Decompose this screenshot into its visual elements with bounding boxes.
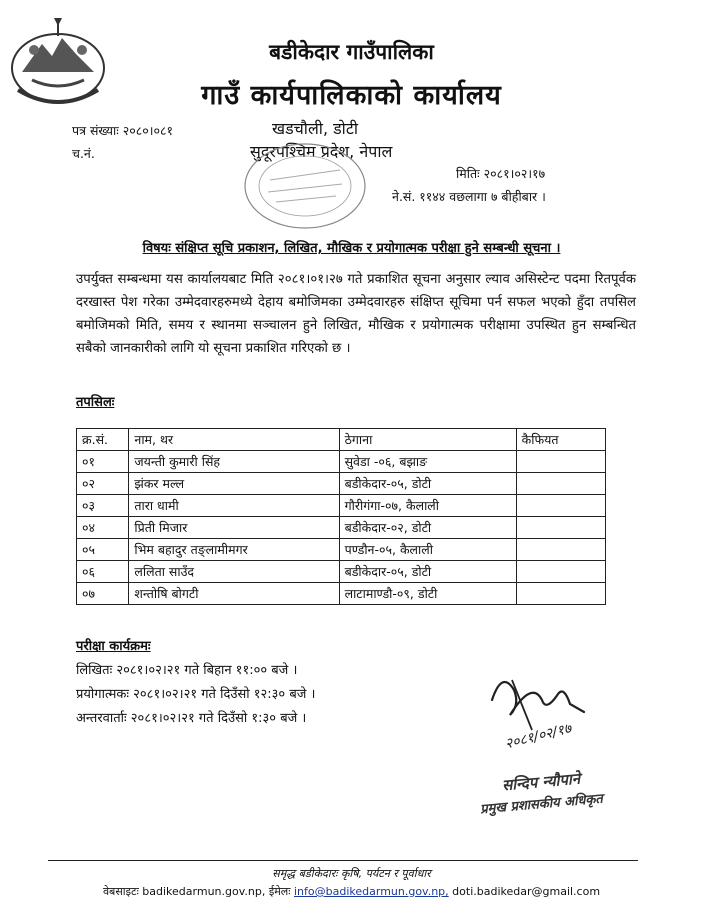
cell-name: झंकर मल्ल bbox=[129, 473, 339, 495]
cell-address: सुवेडा -०६, बझाङ bbox=[339, 451, 516, 473]
cell-address: बडीकेदार-०२, डोटी bbox=[339, 517, 516, 539]
cell-address: गौरीगंगा-०७, कैलाली bbox=[339, 495, 516, 517]
letter-number-label: पत्र संख्याः bbox=[72, 123, 119, 138]
cell-serial: ०७ bbox=[77, 583, 129, 605]
exam-program-heading: परीक्षा कार्यक्रमः bbox=[76, 639, 151, 654]
signature-date: २०८१/०२/१७ bbox=[503, 720, 574, 753]
signatory-name: सन्दिप न्यौपाने bbox=[501, 769, 581, 795]
cell-name: शन्तोषि बोगटी bbox=[129, 583, 339, 605]
footer-slogan: समृद्ध बडीकेदारः कृषि, पर्यटन र पूर्वाधार bbox=[272, 867, 431, 880]
cell-remarks bbox=[516, 539, 605, 561]
cell-serial: ०१ bbox=[77, 451, 129, 473]
cell-address: पण्डौन-०५, कैलाली bbox=[339, 539, 516, 561]
dispatch-number-label: च.नं. bbox=[72, 146, 95, 161]
cell-remarks bbox=[516, 561, 605, 583]
table-row bbox=[77, 451, 606, 473]
letter-number bbox=[72, 122, 173, 139]
cell-address: बडीकेदार-०५, डोटी bbox=[339, 473, 516, 495]
cell-name: भिम बहादुर तङ्लामीमगर bbox=[129, 539, 339, 561]
website-label: वेबसाइटः bbox=[102, 885, 139, 898]
office-name: बडीकेदार गाउँपालिका bbox=[269, 40, 434, 64]
cell-name: तारा धामी bbox=[129, 495, 339, 517]
cell-name: प्रिती मिजार bbox=[129, 517, 339, 539]
candidate-table bbox=[76, 428, 606, 605]
tapsil-label: तपसिलः bbox=[76, 395, 115, 410]
email-label: ईमेलः bbox=[268, 885, 291, 898]
email-link-gmail[interactable]: doti.badikedar@gmail.com bbox=[452, 885, 601, 898]
office-title: गाउँ कार्यपालिकाको कार्यालय bbox=[201, 80, 502, 111]
subject-line: विषयः संक्षिप्त सूचि प्रकाशन, लिखित, मौखिक र प्रयोगात्मक परीक्षा हुने सम्बन्धी सूचना । bbox=[142, 241, 561, 256]
cell-remarks bbox=[516, 495, 605, 517]
signatory-title: प्रमुख प्रशासकीय अधिकृत bbox=[479, 791, 604, 818]
date-label: मितिः bbox=[456, 166, 480, 181]
cell-remarks bbox=[516, 583, 605, 605]
cell-serial: ०३ bbox=[77, 495, 129, 517]
address-line-2: सुदूरपश्चिम प्रदेश, नेपाल bbox=[250, 142, 393, 161]
website-link[interactable]: badikedarmun.gov.np, bbox=[142, 885, 266, 898]
cell-name: जयन्ती कुमारी सिंह bbox=[129, 451, 339, 473]
table-row bbox=[77, 517, 606, 539]
header-address: ठेगाना bbox=[339, 429, 516, 451]
footer-contact bbox=[0, 884, 703, 899]
table-header-row bbox=[77, 429, 606, 451]
header-name: नाम, थर bbox=[129, 429, 339, 451]
table-row bbox=[77, 473, 606, 495]
table-row bbox=[77, 583, 606, 605]
date bbox=[456, 165, 545, 182]
table-row bbox=[77, 495, 606, 517]
cell-serial: ०५ bbox=[77, 539, 129, 561]
header-serial: क्र.सं. bbox=[77, 429, 129, 451]
cell-remarks bbox=[516, 451, 605, 473]
email-link-info[interactable]: info@badikedarmun.gov.np, bbox=[294, 885, 449, 898]
date-value: २०८१।०२।१७ bbox=[483, 166, 546, 181]
notice-body: उपर्युक्त सम्बन्धमा यस कार्यालयबाट मिति २०८१।०१।२७ गते प्रकाशित सूचना अनुसार ल्याव असिस्टेन्ट पदमा रितपूर्वक दरखास्त पेश गरेका उम्मेदवारहरुमध्ये देहाय बमोजिमका उम्मेदवारहरु संक्षिप्त सूचिमा पर्न सफल भएको हुँदा तपसिल बमोजिमको मिति, समय र स्थानमा सञ्चालन हुने लिखित, मौखिक र प्रयोगात्मक परीक्षामा उपस्थित हुन सम्बन्धित सबैको जानकारीको लागि यो सूचना प्रकाशित गरिएको छ । bbox=[76, 272, 636, 356]
footer-divider bbox=[48, 860, 638, 861]
exam-interview: अन्तरवार्ताः २०८१।०२।२१ गते दिउँसो १:३० बजे । bbox=[76, 711, 307, 726]
header-remarks: कैफियत bbox=[516, 429, 605, 451]
cell-remarks bbox=[516, 473, 605, 495]
table-row bbox=[77, 539, 606, 561]
cell-remarks bbox=[516, 517, 605, 539]
cell-address: लाटामाण्डौ-०९, डोटी bbox=[339, 583, 516, 605]
exam-written: लिखितः २०८१।०२।२१ गते बिहान ११:०० बजे । bbox=[76, 663, 298, 678]
office-stamp-icon bbox=[240, 140, 370, 232]
cell-address: बडीकेदार-०५, डोटी bbox=[339, 561, 516, 583]
cell-serial: ०२ bbox=[77, 473, 129, 495]
letter-number-value: २०८०।०८१ bbox=[122, 123, 173, 138]
nepal-sambat-date: ने.सं. ११४४ वछलागा ७ बीहीबार । bbox=[392, 189, 546, 204]
exam-practical: प्रयोगात्मकः २०८१।०२।२१ गते दिउँसो १२:३० बजे । bbox=[76, 687, 316, 702]
table-row bbox=[77, 561, 606, 583]
cell-serial: ०४ bbox=[77, 517, 129, 539]
address-line-1: खडचौली, डोटी bbox=[272, 119, 359, 138]
cell-name: ललिता साउँद bbox=[129, 561, 339, 583]
cell-serial: ०६ bbox=[77, 561, 129, 583]
